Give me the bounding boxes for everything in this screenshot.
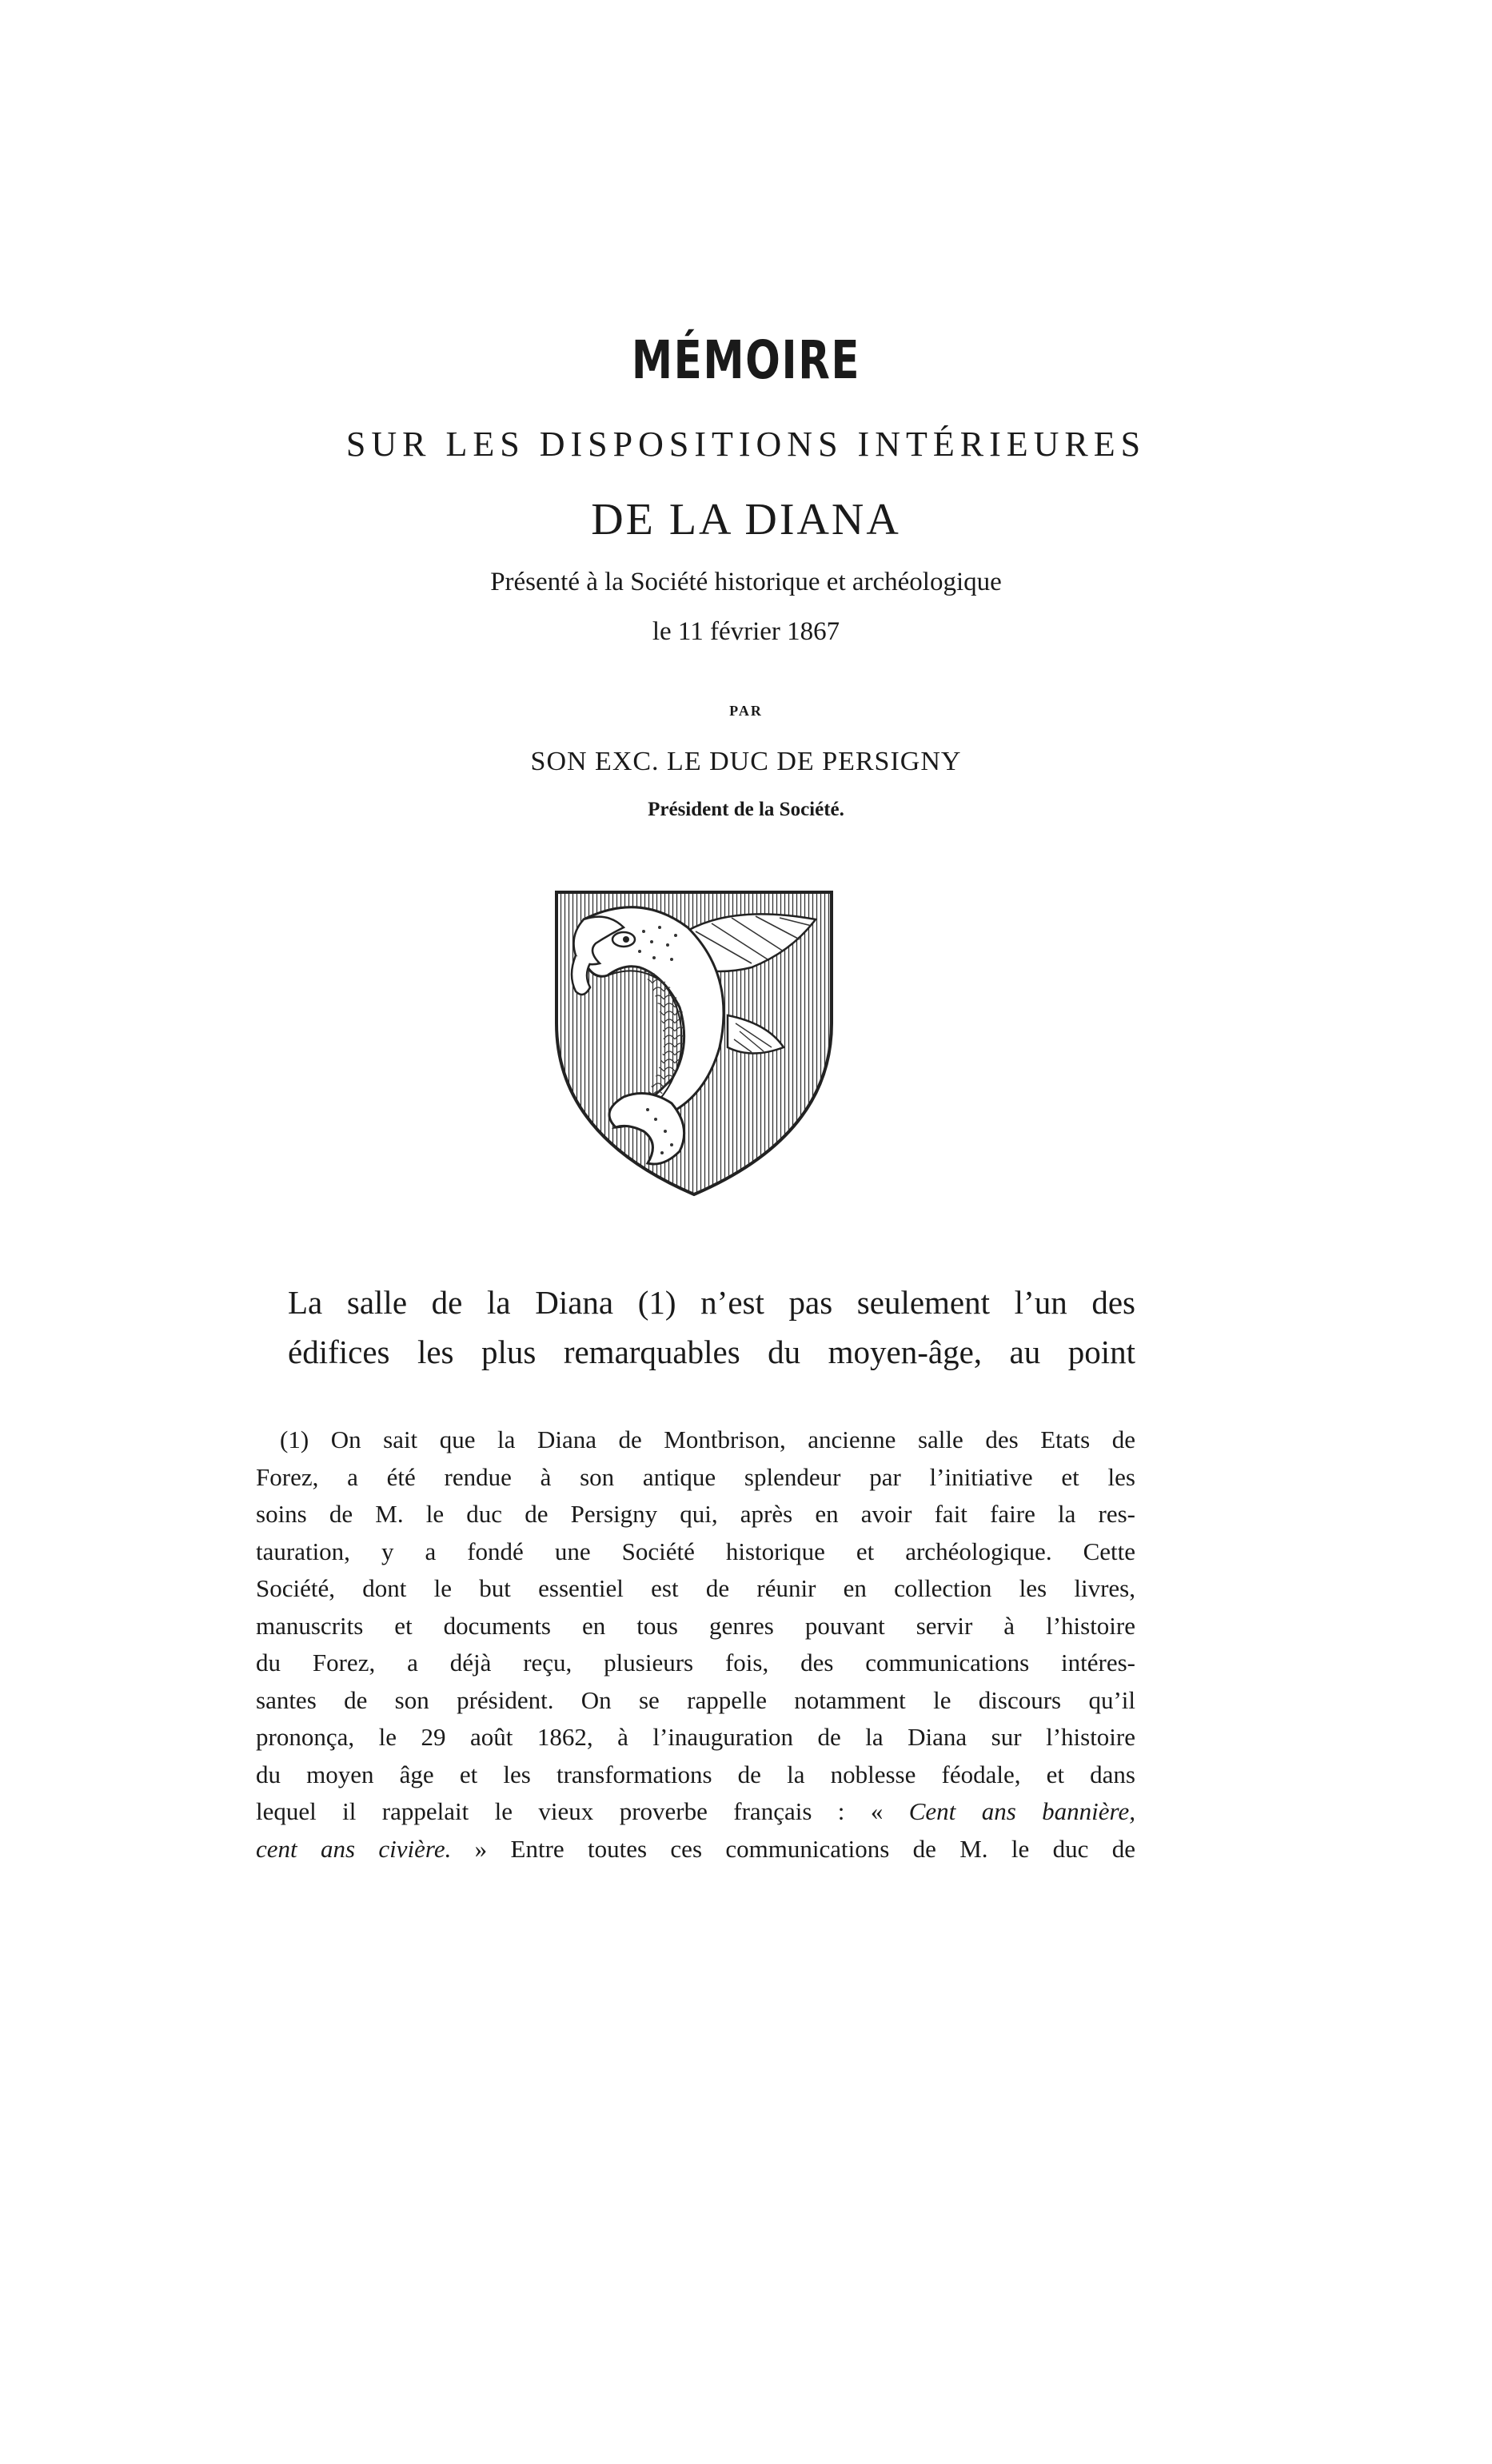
date-line: le 11 février 1867 — [652, 617, 840, 646]
page-title: MÉMOIRE — [631, 329, 861, 391]
main-paragraph — [288, 1278, 1135, 1377]
footnote-line: du Forez, a déjà reçu, plusieurs fois, des communications intéres- — [256, 1649, 1135, 1677]
footnote-italic-quote: Cent ans bannière, — [908, 1797, 1135, 1825]
footnote-text: lequel il rappelait le vieux proverbe français : « — [256, 1797, 909, 1825]
footnote-line: manuscrits et documents en tous genres pouvant servir à l’histoire — [256, 1611, 1135, 1640]
heraldic-dolphin-shield-icon — [552, 887, 836, 1199]
footnote-line: soins de M. le duc de Persigny qui, après en avoir fait faire la res- — [256, 1500, 1135, 1528]
paragraph-line: édifices les plus remarquables du moyen-âge, au point — [288, 1334, 1135, 1370]
presented-line: Présenté à la Société historique et archéologique — [490, 568, 1002, 596]
footnote-line: prononça, le 29 août 1862, à l’inauguration de la Diana sur l’histoire — [256, 1723, 1135, 1751]
footnote-line: (1) On sait que la Diana de Montbrison, ancienne salle des Etats de — [280, 1425, 1135, 1453]
subtitle-diana: DE LA DIANA — [591, 495, 901, 544]
footnote-line: Société, dont le but essentiel est de réunir en collection les livres, — [256, 1574, 1135, 1602]
footnote-italic-quote: cent ans civière. — [256, 1834, 452, 1863]
footnote-text: » Entre toutes ces communications de M. le duc de — [451, 1834, 1135, 1863]
par-label: PAR — [729, 703, 763, 719]
subtitle: SUR LES DISPOSITIONS INTÉRIEURES — [345, 425, 1147, 464]
footnote-line: santes de son président. On se rappelle notamment le discours qu’il — [256, 1685, 1135, 1714]
footnote-line: tauration, y a fondé une Société historique et archéologique. Cette — [256, 1537, 1135, 1565]
footnote-line — [256, 1793, 1135, 1831]
author-role: Président de la Société. — [648, 799, 844, 820]
footnote-line: du moyen âge et les transformations de la noblesse féodale, et dans — [256, 1760, 1135, 1788]
paragraph-line: La salle de la Diana (1) n’est pas seulement l’un des — [288, 1284, 1135, 1321]
footnote-line: Forez, a été rendue à son antique splendeur par l’initiative et les — [256, 1462, 1135, 1491]
footnote-line — [256, 1831, 1135, 1868]
footnote — [256, 1421, 1135, 1868]
author-name: SON EXC. LE DUC DE PERSIGNY — [530, 747, 962, 776]
